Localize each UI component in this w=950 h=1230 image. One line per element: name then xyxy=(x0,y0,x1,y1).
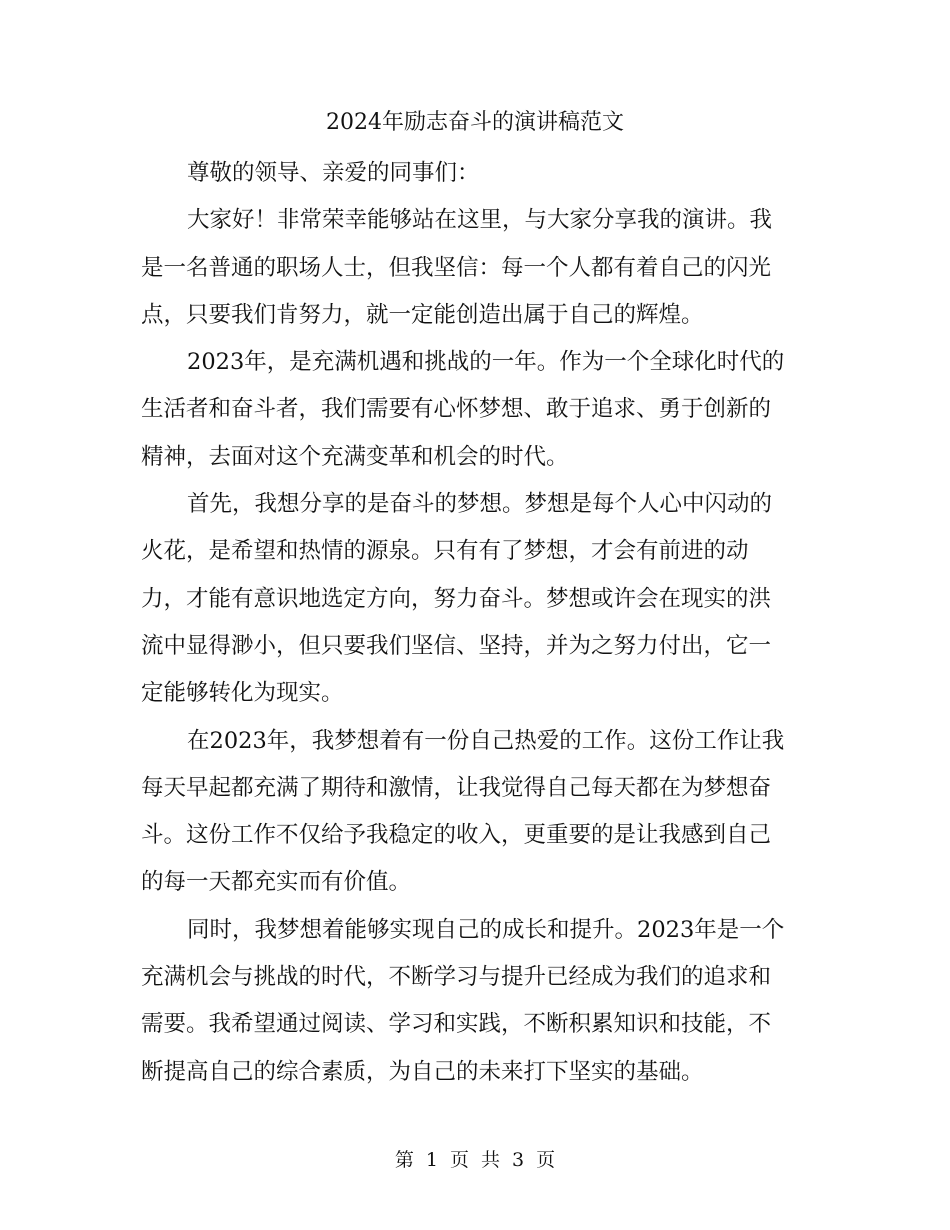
body-line: 在2023年，我梦想着有一份自己热爱的工作。这份工作让我 xyxy=(187,727,785,754)
document-title: 2024年励志奋斗的演讲稿范文 xyxy=(326,110,624,135)
body-line: 需要。我希望通过阅读、学习和实践，不断积累知识和技能，不 xyxy=(141,1011,772,1038)
body-line: 尊敬的领导、亲爱的同事们： xyxy=(187,160,480,186)
body-line: 2023年，是充满机遇和挑战的一年。作为一个全球化时代的 xyxy=(187,349,785,376)
body-line: 断提高自己的综合素质，为自己的未来打下坚实的基础。 xyxy=(141,1058,704,1085)
page-footer: 第 1 页 共 3 页 xyxy=(394,1149,556,1171)
body-line: 流中显得渺小，但只要我们坚信、坚持，并为之努力付出，它一 xyxy=(141,632,772,659)
body-line: 大家好！非常荣幸能够站在这里，与大家分享我的演讲。我 xyxy=(187,207,773,234)
body-line: 精神，去面对这个充满变革和机会的时代。 xyxy=(141,443,569,470)
body-line: 同时，我梦想着能够实现自己的成长和提升。2023年是一个 xyxy=(187,916,785,943)
body-line: 每天早起都充满了期待和激情，让我觉得自己每天都在为梦想奋 xyxy=(141,774,772,801)
body-line: 点，只要我们肯努力，就一定能创造出属于自己的辉煌。 xyxy=(141,301,704,328)
body-line: 的每一天都充实而有价值。 xyxy=(141,869,412,896)
body-line: 力，才能有意识地选定方向，努力奋斗。梦想或许会在现实的洪 xyxy=(141,585,772,612)
document-body xyxy=(141,150,805,1096)
body-line: 斗。这份工作不仅给予我稳定的收入，更重要的是让我感到自己 xyxy=(141,822,772,849)
body-line: 火花，是希望和热情的源泉。只有有了梦想，才会有前进的动 xyxy=(141,538,749,565)
body-line: 生活者和奋斗者，我们需要有心怀梦想、敢于追求、勇于创新的 xyxy=(141,396,772,423)
body-line: 定能够转化为现实。 xyxy=(141,680,344,707)
body-line: 首先，我想分享的是奋斗的梦想。梦想是每个人心中闪动的 xyxy=(187,491,773,518)
body-line: 充满机会与挑战的时代，不断学习与提升已经成为我们的追求和 xyxy=(141,964,772,991)
body-line: 是一名普通的职场人士，但我坚信：每一个人都有着自己的闪光 xyxy=(141,254,772,281)
